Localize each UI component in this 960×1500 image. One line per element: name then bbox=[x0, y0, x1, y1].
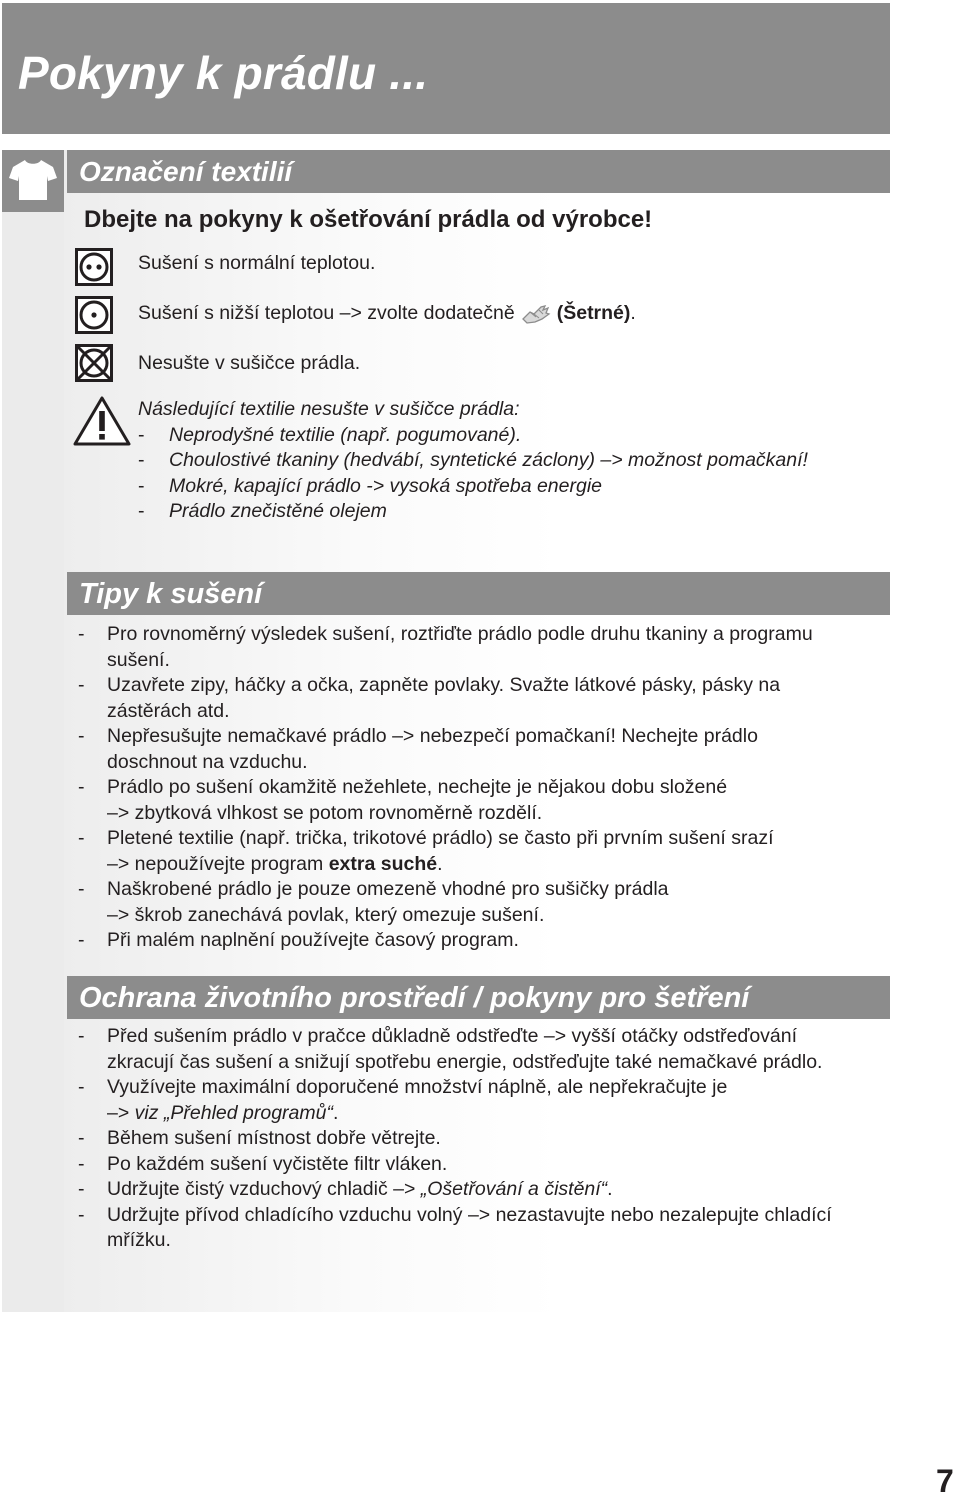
list-item: - Využívejte maximální doporučené množství náplně, ale nepřekračujte je –> viz „Přehled programů“. bbox=[78, 1076, 728, 1124]
list-item: - Udržujte přívod chladícího vzduchu volný –> nezastavujte nebo nezalepujte chladící mřížku. bbox=[78, 1203, 832, 1251]
list-item: - Udržujte čistý vzduchový chladič –> „Ošetřování a čistění“. bbox=[78, 1178, 613, 1200]
list-item: - Pro rovnoměrný výsledek sušení, roztřiďte prádlo podle druhu tkaniny a programu sušení. bbox=[78, 623, 813, 671]
list-item: - Pletené textilie (např. trička, trikotové prádlo) se často při prvním sušení srazí –> nepoužívejte program extra suché. bbox=[78, 827, 774, 875]
warning-item: - Prádlo znečistěné olejem bbox=[138, 500, 387, 522]
warning-item: - Choulostivé tkaniny (hedvábí, syntetické záclony) –> možnost pomačkaní! bbox=[138, 449, 808, 471]
symbol-text-normal: Sušení s normální teplotou. bbox=[138, 252, 376, 274]
program-name-extra-dry: extra suché bbox=[328, 852, 438, 875]
section-title: Označení textilií bbox=[79, 156, 293, 187]
symbol-text-low bbox=[138, 302, 636, 325]
shirt-icon-box bbox=[2, 150, 64, 212]
manufacturer-note: Dbejte na pokyny k ošetřování prádla od výrobce! bbox=[84, 206, 653, 233]
symbol-text-low-main: Sušení s nižší teplotou –> zvolte dodatečně bbox=[138, 302, 515, 324]
warning-icon bbox=[72, 395, 132, 447]
do-not-tumble-dry-icon bbox=[75, 344, 113, 382]
warning-item: - Mokré, kapající prádlo -> vysoká spotřeba energie bbox=[138, 474, 603, 497]
list-item: - Před sušením prádlo v pračce důkladně odstřeďte –> vyšší otáčky odstřeďování zkracují čas sušení a snižují spotřebu energie, odstřeďujte také nemačkavé prádlo. bbox=[78, 1025, 823, 1073]
sidebar-strip bbox=[2, 150, 64, 1312]
dry-normal-temperature-icon bbox=[75, 248, 113, 286]
section-header-textile-labels bbox=[67, 150, 890, 193]
page-title: Pokyny k prádlu ... bbox=[18, 47, 429, 99]
reference-program-overview[interactable]: viz „Přehled programů“ bbox=[134, 1101, 333, 1124]
warning-item: - Neprodyšné textilie (např. pogumované). bbox=[138, 423, 522, 446]
list-item: - Během sušení místnost dobře větrejte. bbox=[78, 1127, 441, 1149]
gentle-label-end: . bbox=[630, 302, 636, 324]
gentle-label: (Šetrné) bbox=[556, 302, 631, 324]
gentle-hand-icon bbox=[521, 303, 551, 325]
section-header-drying-tips bbox=[67, 572, 890, 615]
warning-block bbox=[138, 397, 808, 525]
section-title: Ochrana životního prostředí / pokyny pro šetření bbox=[79, 982, 750, 1014]
reference-maintenance-cleaning[interactable]: „Ošetřování a čistění“ bbox=[420, 1178, 608, 1200]
page-number: 7 bbox=[936, 1463, 954, 1499]
list-item: - Uzavřete zipy, háčky a očka, zapněte povlaky. Svažte látkové pásky, pásky na zástěrách atd. bbox=[78, 674, 781, 722]
list-item: - Nepřesušujte nemačkavé prádlo –> nebezpečí pomačkaní! Nechejte prádlo doschnout na vzduchu. bbox=[78, 725, 758, 773]
section-title: Tipy k sušení bbox=[79, 578, 263, 610]
drying-tips-list bbox=[78, 622, 813, 954]
list-item: - Naškrobené prádlo je pouze omezeně vhodné pro sušičky prádla –> škrob zanechává povlak, který omezuje sušení. bbox=[78, 878, 669, 926]
dry-low-temperature-icon bbox=[75, 296, 113, 334]
list-item: - Při malém naplnění používejte časový program. bbox=[78, 929, 519, 951]
list-item: - Prádlo po sušení okamžitě nežehlete, nechejte je nějakou dobu složené –> zbytková vlhkost se potom rovnoměrně rozdělí. bbox=[78, 776, 728, 824]
environment-tips-list bbox=[78, 1024, 832, 1254]
warning-intro: Následující textilie nesušte v sušičce prádla: bbox=[138, 398, 520, 420]
section-header-environment bbox=[67, 976, 890, 1019]
symbol-text-no-dry: Nesušte v sušičce prádla. bbox=[138, 352, 361, 374]
list-item: - Po každém sušení vyčistěte filtr vláken. bbox=[78, 1152, 448, 1175]
shirt-icon bbox=[9, 158, 57, 202]
